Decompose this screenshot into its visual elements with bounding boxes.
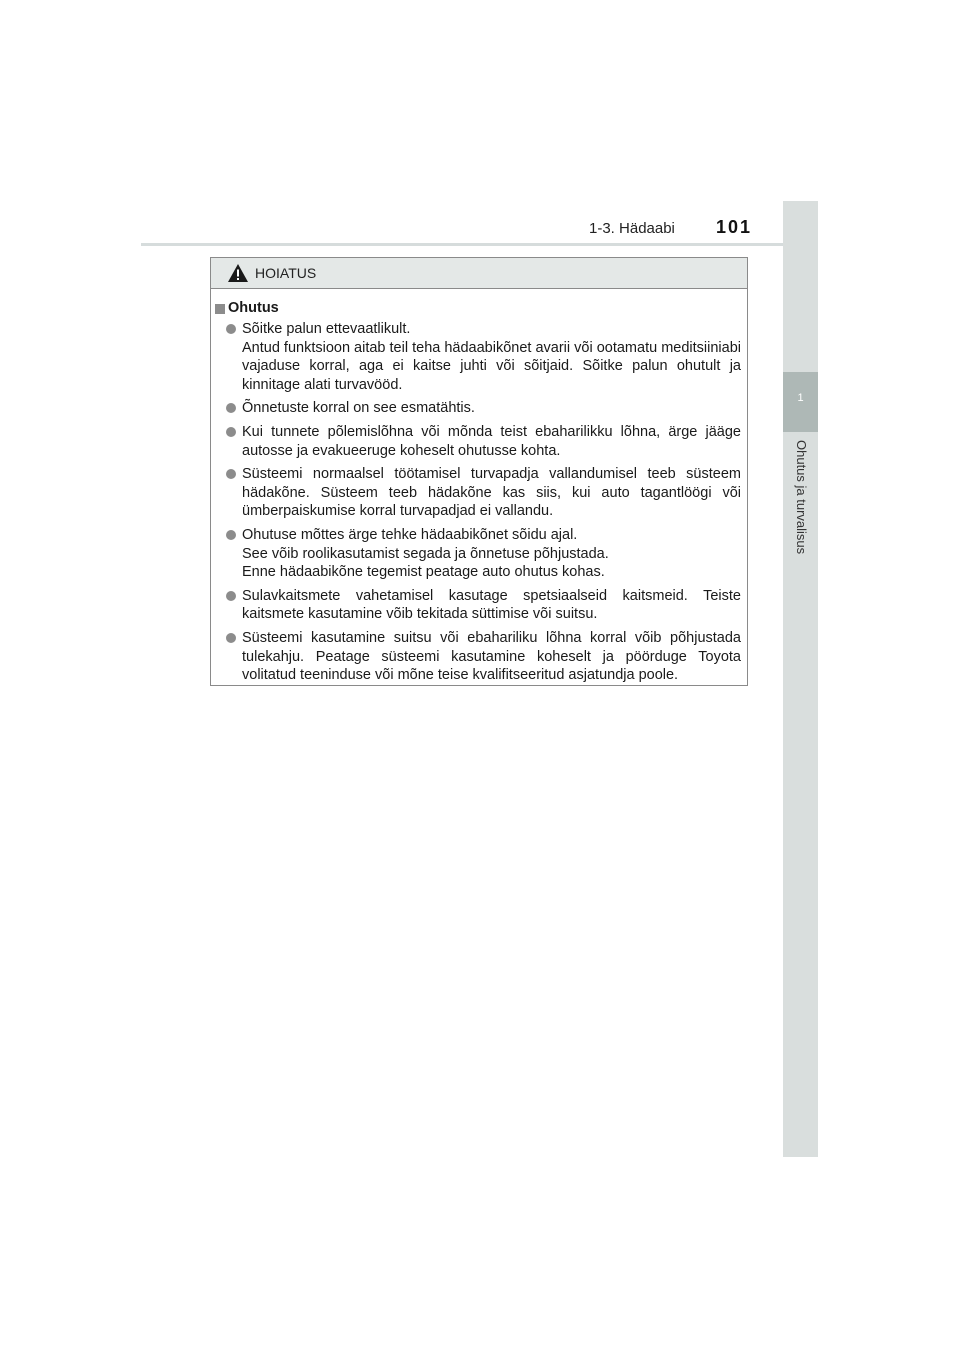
warning-item — [215, 465, 741, 521]
header-rule — [141, 243, 818, 246]
warning-item-text: Kui tunnete põlemislõhna või mõnda teist ebaharilikku lõhna, ärge jääge autosse ja evakueeruge koheselt ohutusse kohta. — [242, 423, 741, 459]
warning-section-title: Ohutus — [228, 300, 279, 316]
warning-item — [215, 629, 741, 685]
circle-bullet-icon — [226, 591, 236, 601]
warning-body — [211, 289, 747, 685]
warning-item — [215, 526, 741, 582]
warning-item-text: Sõitke palun ettevaatlikult. — [242, 321, 411, 337]
warning-item-text: Õnnetuste korral on see esmatähtis. — [242, 400, 475, 417]
warning-item-text: Süsteemi normaalsel töötamisel turvapadja vallandumisel teeb süsteem hädakõne. Süsteem teeb hädakõne kas siis, kui auto tagantlöögi või ümberpaiskumise korral turvapadjad ei vallandu. — [242, 466, 741, 520]
warning-title: HOIATUS — [255, 265, 317, 281]
circle-bullet-icon — [226, 530, 236, 540]
warning-item — [215, 423, 741, 460]
warning-item-text: See võib roolikasutamist segada ja õnnetuse põhjustada. — [242, 545, 609, 562]
warning-item-text: Antud funktsioon aitab teil teha hädaabikõnet avarii või ootamatu meditsiiniabi vajaduse korral, aga ei kaitse juhti või sõitjaid. Sõitke palun ohutult ja kinnitage alati turvavööd. — [242, 339, 741, 393]
warning-section-heading — [215, 300, 741, 316]
warning-item — [215, 399, 741, 418]
warning-header — [211, 258, 747, 289]
warning-item-text: Süsteemi kasutamine suitsu või ebahariliku lõhna korral võib põhjustada tulekahju. Peatage süsteemi kasutamine koheselt ja pöörduge Toyota volitatud teeninduse või mõne teise kvalifitseeritud asjatundja poole. — [242, 629, 741, 684]
circle-bullet-icon — [226, 633, 236, 643]
warning-item-text: Enne hädaabikõne tegemist peatage auto ohutus kohas. — [242, 564, 605, 581]
circle-bullet-icon — [226, 427, 236, 437]
section-title: 1-3. Hädaabi — [589, 220, 675, 237]
circle-bullet-icon — [226, 469, 236, 479]
circle-bullet-icon — [226, 403, 236, 413]
chapter-side-tab — [783, 201, 818, 1157]
chapter-title: Ohutus ja turvalisus — [794, 440, 809, 555]
warning-box — [210, 257, 748, 686]
warning-item-text: Ohutuse mõttes ärge tehke hädaabikõnet sõidu ajal. — [242, 526, 578, 543]
warning-item — [215, 587, 741, 624]
warning-item-text: Sulavkaitsmete vahetamisel kasutage spetsiaalseid kaitsmeid. Teiste kaitsmete kasutamine võib tekitada süttimise või suitsu. — [242, 587, 741, 623]
circle-bullet-icon — [226, 324, 236, 334]
warning-triangle-icon — [227, 263, 249, 283]
chapter-number: 1 — [797, 392, 804, 404]
page-number: 101 — [716, 217, 753, 237]
square-bullet-icon — [215, 304, 225, 314]
warning-item — [215, 320, 741, 394]
warning-items — [215, 320, 741, 685]
